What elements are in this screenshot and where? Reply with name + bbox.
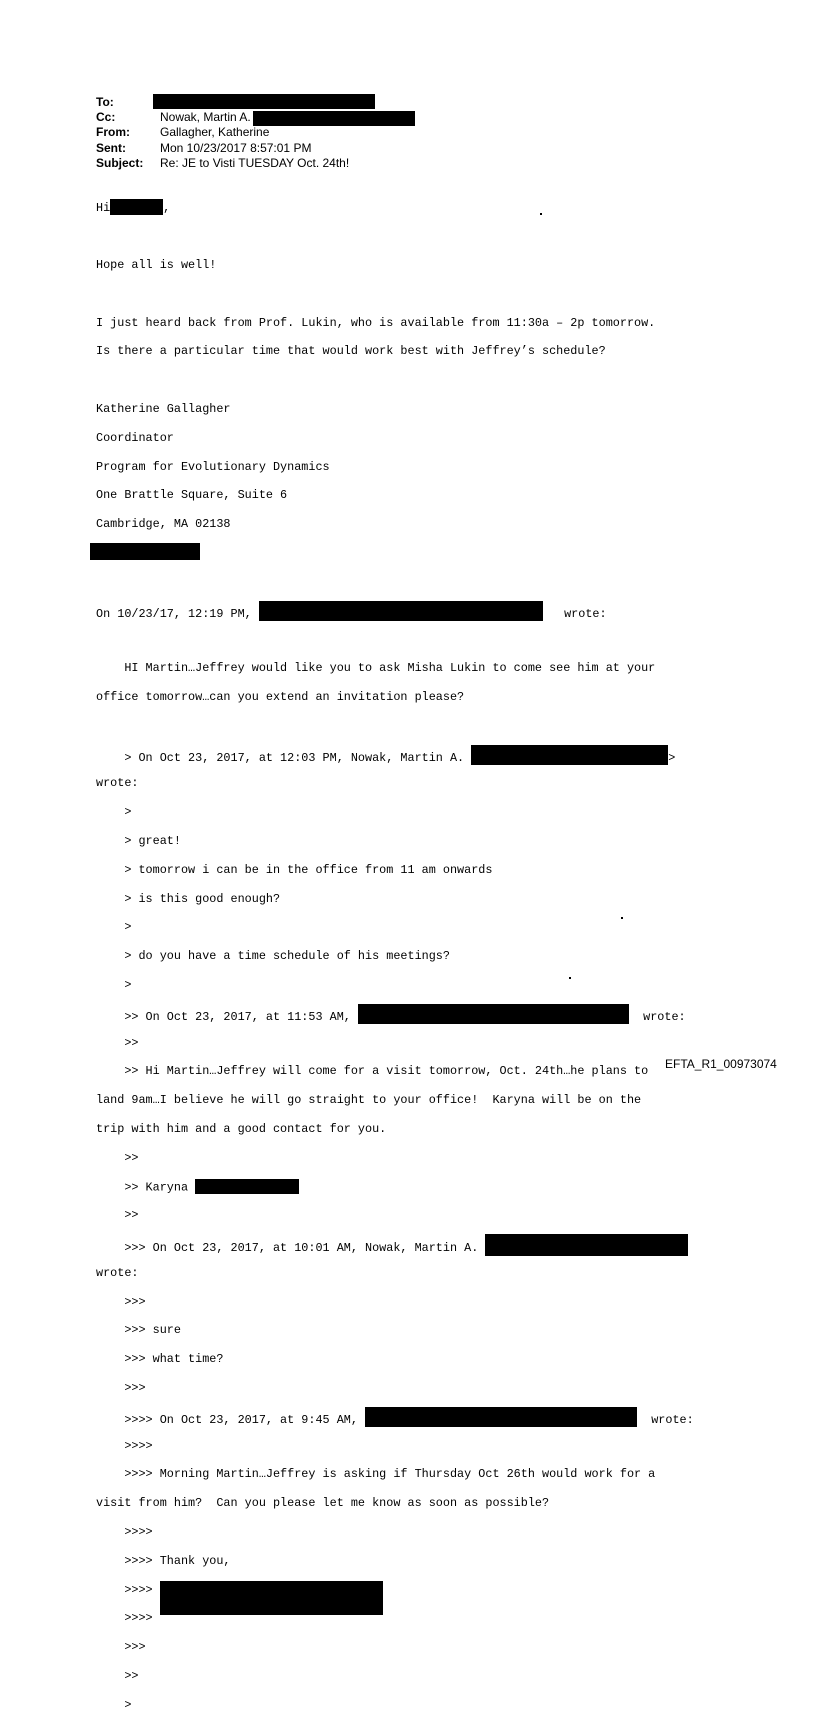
email-body — [96, 186, 736, 1727]
redaction-box — [471, 745, 668, 765]
body-text: >> — [96, 1208, 139, 1223]
signature-address: One Brattle Square, Suite 6 — [96, 488, 288, 503]
body-text: > do you have a time schedule of his meetings? — [96, 949, 450, 964]
body-text: > — [96, 920, 132, 935]
body-text: > — [96, 1697, 132, 1712]
signature-title: Coordinator — [96, 430, 174, 445]
body-text: >> — [96, 1669, 139, 1684]
cc-value: Nowak, Martin A. — [160, 110, 251, 125]
body-text: Hi — [96, 201, 111, 216]
body-text: > On Oct 23, 2017, at 12:03 PM, Nowak, Martin A. — [96, 750, 465, 765]
body-text: >>>> — [96, 1525, 153, 1540]
body-text: >>> — [96, 1294, 146, 1309]
body-text: wrote: — [651, 1412, 694, 1427]
body-text: >> — [96, 1150, 139, 1165]
signature-city: Cambridge, MA 02138 — [96, 517, 231, 532]
to-label: To: — [96, 95, 114, 109]
body-text: >> — [96, 1035, 139, 1050]
body-text: >> Karyna — [96, 1180, 189, 1195]
redaction-box — [110, 199, 163, 215]
body-text: I just heard back from Prof. Lukin, who is available from 11:30a – 2p tomorrow. — [96, 315, 656, 330]
body-text: land 9am…I believe he will go straight to your office! Karyna will be on the — [96, 1093, 642, 1108]
redaction-box — [153, 94, 375, 109]
redaction-box — [365, 1407, 637, 1427]
redaction-box — [358, 1004, 629, 1024]
body-text: >>>> — [96, 1438, 153, 1453]
body-text: > — [96, 805, 132, 820]
body-text: wrote: — [643, 1009, 686, 1024]
subject-value: Re: JE to Visti TUESDAY Oct. 24th! — [160, 155, 350, 170]
signature-org: Program for Evolutionary Dynamics — [96, 459, 330, 474]
stray-mark — [540, 213, 542, 215]
body-text: >> On Oct 23, 2017, at 11:53 AM, — [96, 1009, 351, 1024]
subject-label: Subject: — [96, 155, 144, 170]
body-text: >>> — [96, 1640, 146, 1655]
body-text: >>>> Morning Martin…Jeffrey is asking if Thursday Oct 26th would work for a — [96, 1467, 656, 1482]
body-text: >>> sure — [96, 1323, 181, 1338]
body-text: >>> — [96, 1381, 146, 1396]
body-text: >>>> — [96, 1582, 153, 1597]
body-text: wrote: — [564, 606, 607, 621]
body-text: >>>> — [96, 1611, 153, 1626]
cc-label: Cc: — [96, 110, 116, 125]
body-text: Is there a particular time that would work best with Jeffrey’s schedule? — [96, 344, 606, 359]
body-text: > — [96, 977, 132, 992]
body-text: > is this good enough? — [96, 891, 281, 906]
stray-mark — [569, 977, 571, 979]
from-label: From: — [96, 125, 130, 140]
body-text: >>>> Thank you, — [96, 1553, 231, 1568]
body-text: wrote: — [96, 1265, 139, 1280]
document-id: EFTA_R1_00973074 — [665, 1057, 777, 1071]
signature-name: Katherine Gallagher — [96, 401, 231, 416]
body-text: >>>> On Oct 23, 2017, at 9:45 AM, — [96, 1412, 358, 1427]
body-text: HI Martin…Jeffrey would like you to ask Misha Lukin to come see him at your — [96, 661, 656, 676]
body-text: trip with him and a good contact for you. — [96, 1121, 387, 1136]
body-text: office tomorrow…can you extend an invitation please? — [96, 689, 465, 704]
redaction-box — [195, 1179, 299, 1194]
body-text: >>> On Oct 23, 2017, at 10:01 AM, Nowak, Martin A. — [96, 1241, 479, 1256]
redaction-box — [90, 543, 200, 560]
redaction-box — [259, 601, 543, 621]
redaction-box — [485, 1234, 688, 1256]
body-text: On 10/23/17, 12:19 PM, — [96, 606, 252, 621]
body-text: > tomorrow i can be in the office from 11 am onwards — [96, 862, 493, 877]
body-text: wrote: — [96, 776, 139, 791]
from-value: Gallagher, Katherine — [160, 125, 270, 140]
body-text: visit from him? Can you please let me know as soon as possible? — [96, 1496, 550, 1511]
sent-label: Sent: — [96, 140, 126, 155]
body-text: > — [668, 750, 676, 765]
redaction-box — [253, 111, 415, 126]
sent-value: Mon 10/23/2017 8:57:01 PM — [160, 140, 312, 155]
body-text: > great! — [96, 833, 181, 848]
body-text: >> Hi Martin…Jeffrey will come for a visit tomorrow, Oct. 24th…he plans to — [96, 1064, 649, 1079]
redaction-box — [160, 1581, 383, 1615]
body-text: , — [163, 201, 171, 216]
stray-mark — [621, 917, 623, 919]
body-text: Hope all is well! — [96, 258, 217, 272]
body-text: >>> what time? — [96, 1352, 224, 1367]
